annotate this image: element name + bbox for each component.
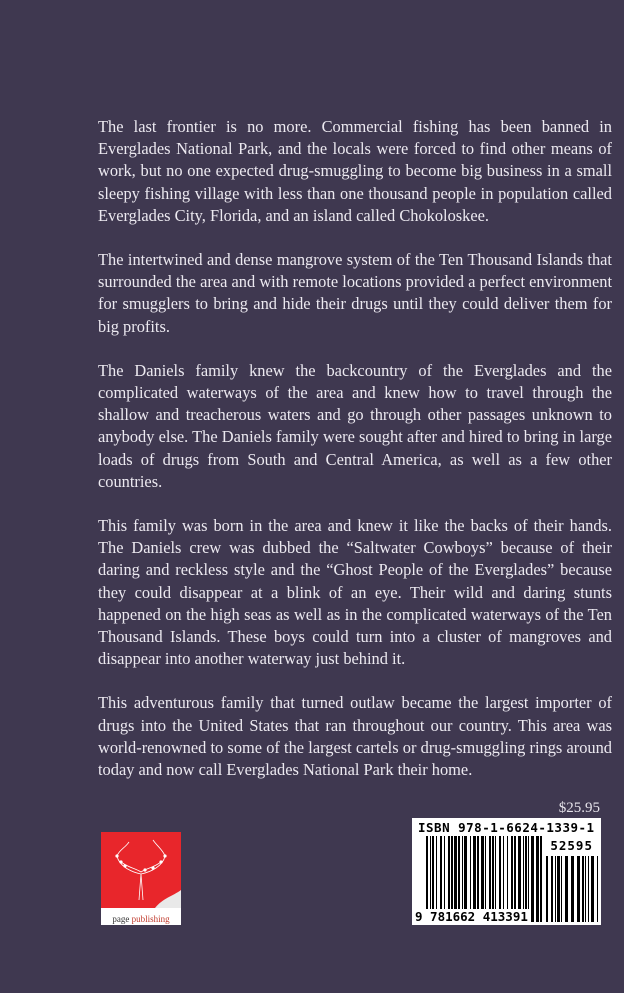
barcode-bar [585,856,586,922]
logo-tree-icon [101,832,181,908]
barcode-bar [561,856,562,922]
blurb-paragraph: The intertwined and dense mangrove system of the Ten Thousand Islands that surrounded the area and with remote locations provided a perfect environment for smugglers to bring and hide their drugs until they could deliver them for big profits. [98,250,612,336]
barcode-bar [597,856,598,922]
blurb-paragraph: This family was born in the area and knew it like the backs of their hands. The Daniels crew was dubbed the “Saltwater Cowboys” because of their daring and reckless style and the “Ghost People of the Everglades” because they could disappear at a blink of an eye. Their wild and daring stunts happened on the high seas as well as in the complicated waterways of the Ten Thousand Islands. These boys could turn into a cluster of mangroves and disappear into another waterway just behind it. [98,516,612,669]
publisher-name: page publishing [112,914,170,924]
barcode-bar [588,856,589,922]
blurb-paragraph: The last frontier is no more. Commercial fishing has been banned in Everglades National Park, and the locals were forced to find other means of work, but no one expected drug-smuggling to become big business in a small sleepy fishing village with less than one thousand people in population called Everglades City, Florida, and an island called Chokoloskee. [98,117,612,225]
price: $25.95 [558,800,600,816]
barcode-bar [536,836,539,922]
barcode-bar [540,836,542,922]
barcode-digits: 9 781662 413391 [415,909,528,924]
barcode-bar [582,856,584,922]
barcode-bar [557,856,560,922]
barcode-bar [571,856,574,922]
isbn-barcode [412,818,601,925]
barcode-addon: 52595 [550,838,593,853]
barcode-bar [546,856,548,922]
blurb-paragraph: The Daniels family knew the backcountry of the Everglades and the complicated waterways of the area and knew how to travel through the shallow and treacherous waters and go through other passages unknown to anybody else. The Daniels family were sought after and hired to bring in large loads of drugs from South and Central America, as well as a few other countries. [98,360,612,491]
barcode-bar [565,856,568,922]
isbn-label: ISBN 978-1-6624-1339-1 [418,820,595,835]
barcode-bar [551,856,553,922]
blurb-paragraph: This adventurous family that turned outlaw became the largest importer of drugs into the United States that ran throughout our country. This area was world-renowned to some of the largest cartels or drug-smuggling rings around today and now call Everglades National Park their home. [98,693,612,780]
barcode-bar [531,836,534,922]
publisher-logo [101,832,181,925]
barcode-bar [591,856,594,922]
barcode-bar [577,856,580,922]
barcode-bar [555,856,556,922]
back-cover-blurb [98,116,612,803]
